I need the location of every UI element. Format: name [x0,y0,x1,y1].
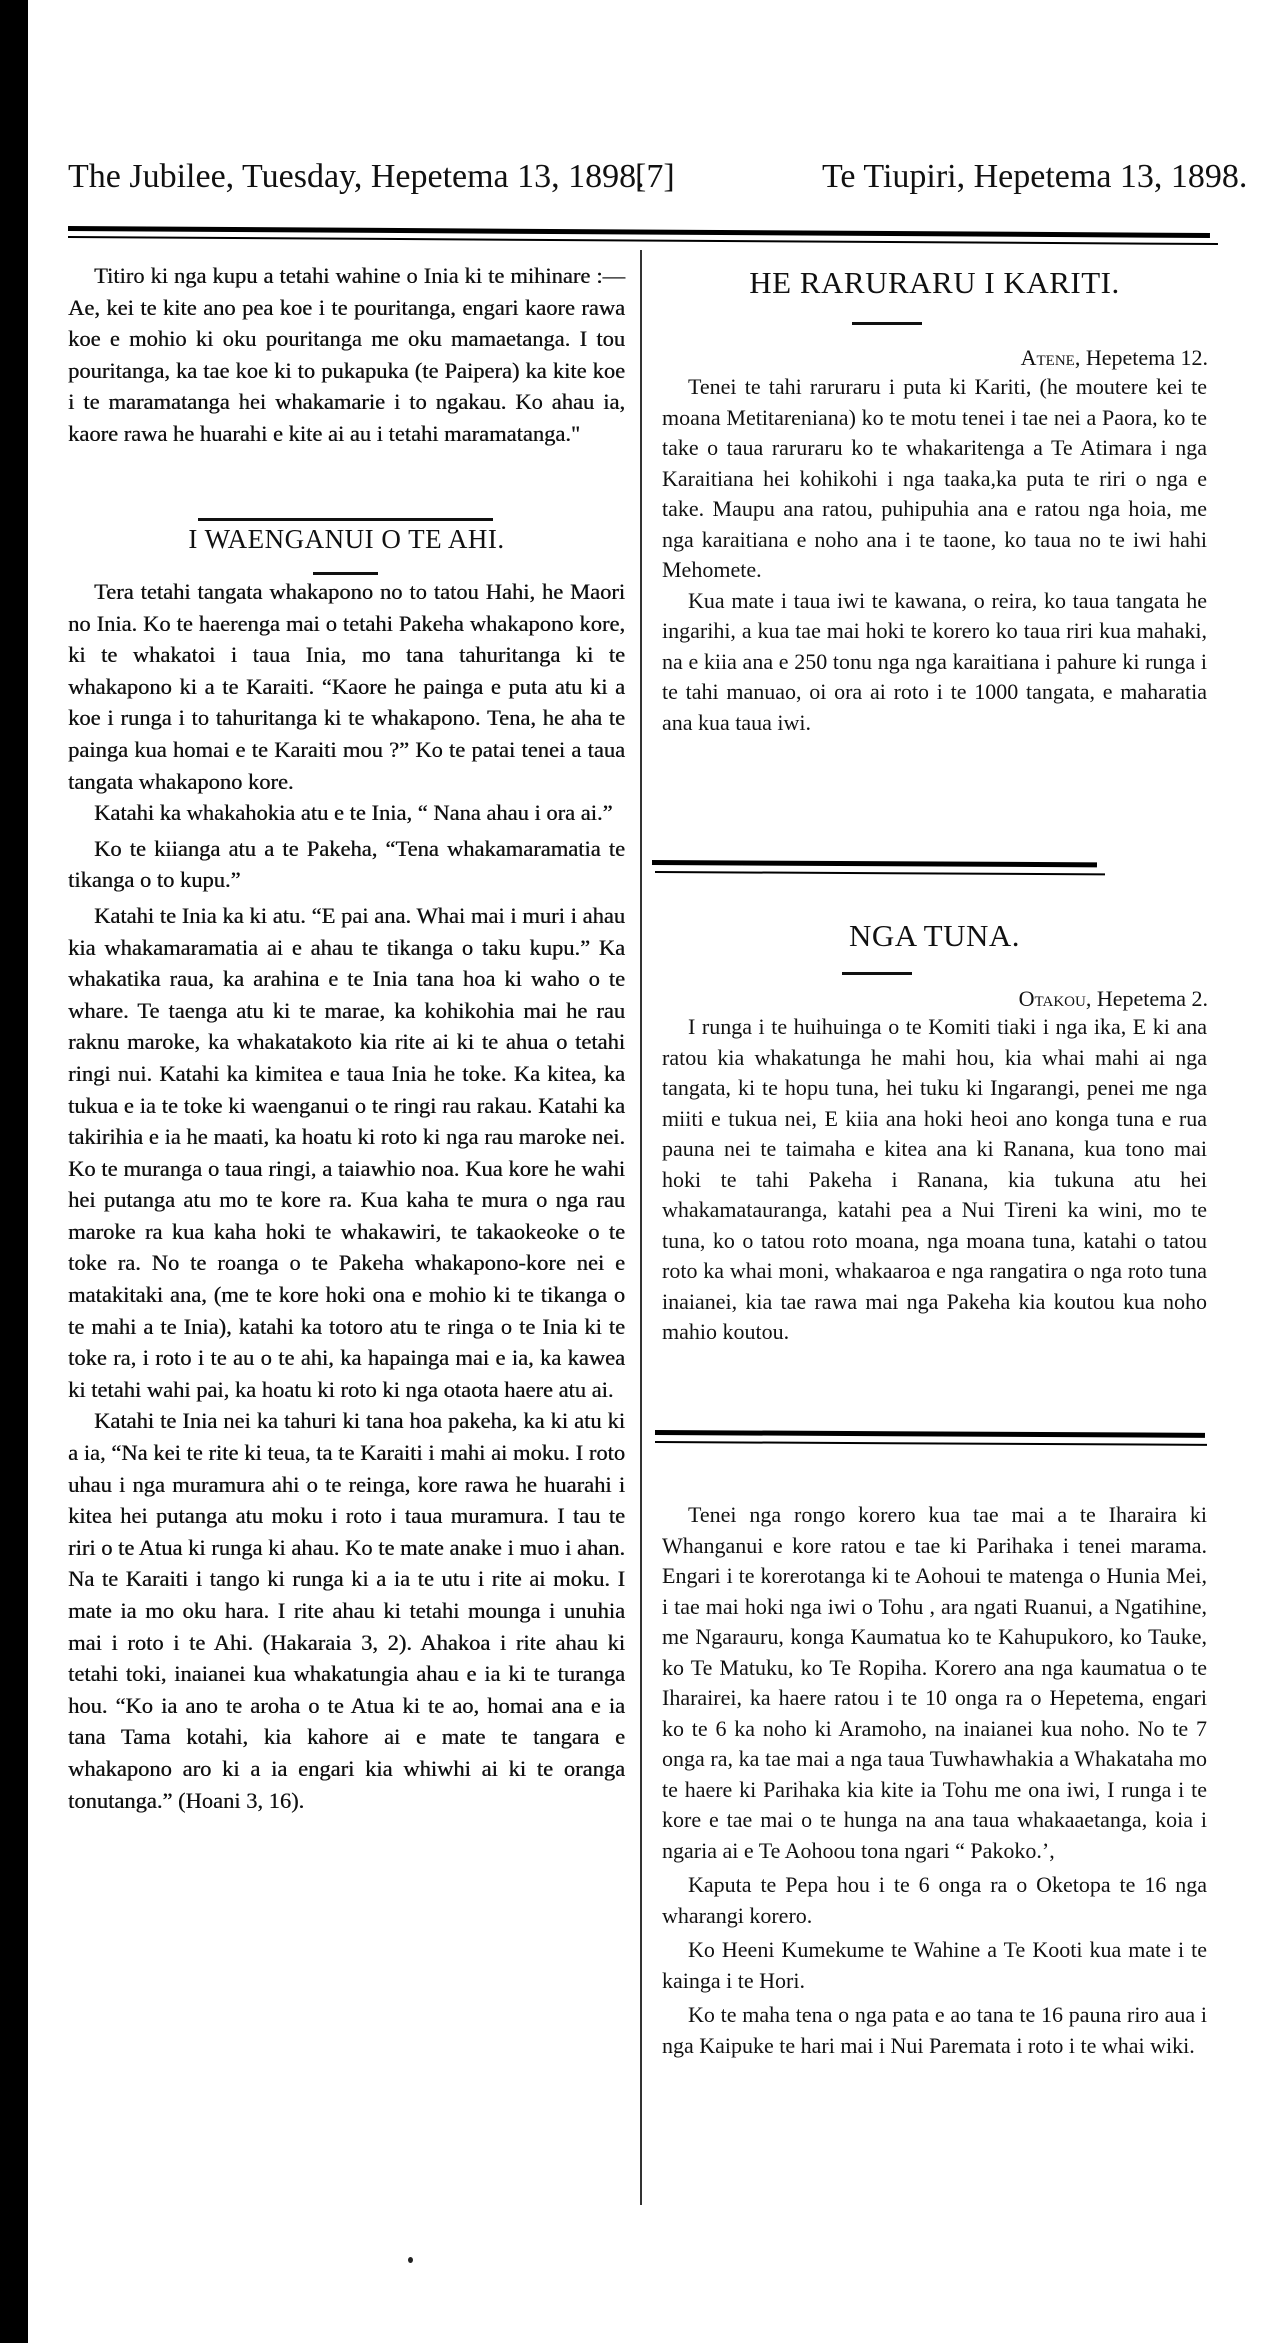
article-body-tuna [662,1012,1207,1348]
section-rule-thin [655,871,1105,875]
scan-border [0,0,28,2343]
article-title-kariti: HE RARURARU I KARITI. [749,265,1120,300]
left-column-intro [68,260,625,450]
paragraph: Katahi te Inia nei ka tahuri ki tana hoa pakeha, ka ki atu ki a ia, “Na kei te rite ki teua, ta te Karaiti i mahi ai moku. I roto uhau i nga muramura ahi o te reinga, kore rawa he huarahi i kitea hei putanga atu moku i roto i taua muramura. I tau te riri o te Atua ki runga ki ahau. Ko te mate anake i muo i ahan. Na te Karaiti i tango ki runga ki a ia te utu i rite ai moku. I mate ia mo oku hara. I rite ahau ki tetahi mounga i unuhia mai i roto i te Ahi. (Hakaraia 3, 2). Ahakoa i rite ahau ki tetahi toki, inaianei kua whakatungia ahau e ia ki te turanga hou. “Ko ia ano te aroha o te Atua ki te ao, homai ana e ia tana Tama kotahi, kia kahore ai e mate te tangara e whakapono aro ki a ia engari kia whiwhi ai ki te oranga tonutanga.” (Hoani 3, 16). [68,1408,625,1813]
article-title-waenganui: I WAENGANUI O TE AHI. [188,524,505,554]
dateline-otakou [1019,986,1208,1012]
section-rule-double [652,860,1097,867]
title-underline [852,322,922,325]
header-rule-thin [68,236,1218,245]
dateline-atene [1021,345,1208,371]
column-divider [640,250,642,2205]
dateline-place: Atene [1020,345,1075,370]
title-underline [842,972,912,975]
article-body-kariti [662,372,1207,738]
paragraph: Tenei nga rongo korero kua tae mai a te Iharaira ki Whanganui e kore ratou e tae ki Parihaka i tenei marama. Engari i te korerotanga ki te Aohoui te matenga o Hunia Mei, i tae mai hoki nga iwi o Tohu , ara ngati Ruanui, a Ngatihine, me Ngarauru, konga Kaumatua ko te Kahupukoro, ko Tauke, ko Te Matuku, ko Te Ropiha. Korero ana nga kaumatua o te Iharairei, ka haere ratou i te 10 onga ra o Hepetema, engari ko te 6 ka noho ki Aramoho, na inaianei kua noho. No te 7 onga ra, ka tae mai a nga taua Tuwhawhakia a Whakataha mo te haere ki Parihaka kia kite ia Tohu me ona iwi, I runga i te kore e tae mai o te hunga na ana taua whakaaetanga, koia i ngaria ai e Te Aohoou tona ngari “ Pakoko.’, [662,1502,1207,1863]
header-maori-title: Te Tiupiri, Hepetema 13, 1898. [822,158,1248,195]
section-rule [198,518,493,521]
paragraph: I runga i te huihuinga o te Komiti tiaki i nga ika, E ki ana ratou kia whakatunga he mahi hou, kia whai mahi ai nga tangata, ki te hopu tuna, hei tuku ki Ingarangi, penei me nga miiti e tukua nei, E kiia ana hoki heoi ano konga tuna e rua pauna nei te taimaha e kitea ana ki Ranana, kua tono mai hoki te tahi Pakeha i Ranana, kia tukuna atu hei whakamatauranga, katahi pea a Nui Tireni ka wini, mo te tuna, ko o tatou roto moana, nga moana tuna, katahi o tatou roto ka whai moni, whakaaroa e nga rangatira o nga roto tuna inaianei, kia tae rawa mai nga Pakeha kia koutou kua noho mahio koutou. [662,1014,1207,1344]
paragraph: Ko te maha tena o nga pata e ao tana te 16 pauna riro aua i nga Kaipuke te hari mai i Nui Paremata i roto i te whai wiki. [662,2002,1207,2058]
page-number: [7] [635,158,675,195]
paragraph: Ko Heeni Kumekume te Wahine a Te Kooti kua mate i te kainga i te Hori. [662,1937,1207,1993]
section-rule-thin [655,1441,1207,1445]
paragraph: Ko te kiianga atu a te Pakeha, “Tena whakamaramatia te tikanga o to kupu.” [68,835,625,893]
dateline-place: Otakou [1018,986,1086,1011]
article-title-tuna: NGA TUNA. [849,918,1020,953]
news-items [662,1500,1207,2061]
paragraph: Tera tetahi tangata whakapono no to tatou Hahi, he Maori no Inia. Ko te haerenga mai o tetahi Pakeha whakapono kore, ki te whakatoi i taua Inia, mo tana tahuritanga ki te whakapono ki a te Karaiti. “Kaore he painga e puta atu ki a koe i runga i to tahuritanga ki te whakapono. Tena, he aha te painga kua homai e te Karaiti mou ?” Ko te patai tenei a taua tangata whakapono kore. [68,579,625,794]
scan-speck [408,2257,413,2263]
dateline-date: , Hepetema 12. [1074,345,1208,370]
title-underline [313,572,378,575]
paragraph: Katahi te Inia ka ki atu. “E pai ana. Whai mai i muri i ahau kia whakamaramatia ai e ahau te tikanga o taku kupu.” Ka whakatika raua, ka arahina e te Inia tana hoa ki waho o te whare. Te taenga atu ki te marae, ka kohikohia mai he rau raknu maroke, ka whakatakoto kia rite ai ki te ahua o tetahi ringi nui. Katahi ka kimitea e taua Inia he toke. Ka kitea, ka tukua e ia te toke ki waenganui o te ringi rau rakau. Katahi ka takirihia e ia he maati, ka hoatu ki roto ki nga rau maroke nei. Ko te muranga o taua ringi, a taiawhio noa. Kua kore he wahi hei putanga atu mo te kore ra. Kua kaha te mura o nga rau maroke ra kua kaha hoki te whakawiri, te takaokeoke o te toke ra. No te roanga o te Pakeha whakapono-kore nei e matakitaki ana, (me te kore hoki ona e mohio ki te tikanga o te mahi a te Inia), katahi ka totoro atu te ringa o te Inia ki te toke ra, i roto i te au o te ahi, ka hapainga mai e ia, ka kawea ki tetahi wahi pai, ka hoatu ki roto ki nga otaota haere atu ai. [68,902,625,1402]
intro-paragraph: Titiro ki nga kupu a tetahi wahine o Inia ki te mihinare :—Ae, kei te kite ano pea koe i te pouritanga, engari kaore rawa koe e mohio ki oku pouritanga me oku mamaetanga. I tou pouritanga, ka tae koe ki to pukapuka (te Paipera) ka kite koe i te maramatanga hei whakamarie i to ngakau. Ko ahau ia, kaore rawa he huarahi e kite ai au i tetahi maramatanga." [68,263,625,446]
dateline-date: , Hepetema 2. [1085,986,1208,1011]
paragraph: Kua mate i taua iwi te kawana, o reira, ko taua tangata he ingarihi, a kua tae mai hoki te korero ko taua riri kua mahaki, na e kiia ana e 250 tonu nga nga karaitiana i pahure ki runga i te tahi manuao, oi ora ai roto i te 1000 tangata, e maharatia ana kua taua iwi. [662,587,1207,735]
section-rule-double [655,1430,1205,1438]
header-english-title: The Jubilee, Tuesday, Hepetema 13, 1898. [68,158,645,195]
paragraph: Katahi ka whakahokia atu e te Inia, “ Nana ahau i ora ai.” [94,800,613,826]
paragraph: Kaputa te Pepa hou i te 6 onga ra o Oketopa te 16 nga wharangi korero. [662,1872,1207,1928]
article-body-waenganui [68,576,625,1816]
paragraph: Tenei te tahi raruraru i puta ki Kariti, (he moutere kei te moana Metitareniana) ko te motu tenei i tae nei a Paora, ko te take o taua raruraru ko te whakaritenga a Te Atimara i nga Karaitiana hei kohikohi i nga taaka,ka puta te riri o nga e take. Maupu ana ratou, puhipuhia ana e ratou nga hoia, me nga karaitiana e noho ana i te taone, ko taua no te iwi hahi Mehomete. [662,374,1207,582]
